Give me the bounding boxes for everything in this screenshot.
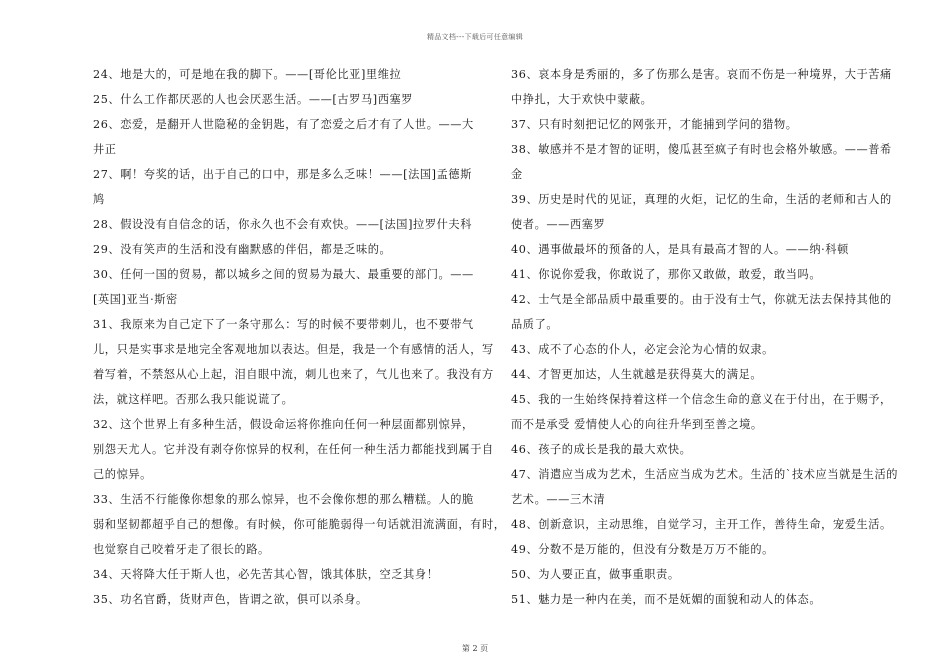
text-line: 35、功名官爵，货财声色，皆谓之欲，俱可以杀身。	[93, 593, 368, 606]
page-number: 第 2 页	[461, 644, 489, 653]
text-line: 34、天将降大任于斯人也，必先苦其心智，饿其体肤，空乏其身！	[93, 568, 439, 581]
quote-paragraph	[511, 437, 873, 462]
quote-paragraph	[511, 587, 873, 612]
quote-paragraph	[93, 112, 474, 162]
text-line: 金	[511, 168, 523, 181]
text-line: 别怨天尤人。它并没有剥夺你惊异的权利，在任何一种生活力都能找到属于自	[93, 443, 494, 456]
quote-paragraph	[93, 312, 494, 412]
text-line: 50、为人要正直，做事重职责。	[511, 568, 680, 581]
text-line: 44、才智更加达，人生就越是获得莫大的满足。	[511, 368, 763, 381]
quote-paragraph	[511, 537, 873, 562]
text-line: 28、假设没有自信念的话，你永久也不会有欢快。——[法国]拉罗什夫科	[93, 218, 472, 231]
text-line: 26、恋爱，是翻开人世隐秘的金钥匙，有了恋爱之后才有了人世。——大	[93, 118, 474, 131]
quote-paragraph	[93, 212, 472, 237]
quote-paragraph	[93, 87, 455, 112]
text-line: 30、任何一国的贸易，都以城乡之间的贸易为最大、最重要的部门。——	[93, 268, 474, 281]
text-line: 29、没有笑声的生活和没有幽默感的伴侣，都是乏味的。	[93, 243, 392, 256]
text-line: 使者。——西塞罗	[511, 218, 606, 231]
text-line: 48、创新意识，主动思维，自觉学习，主开工作，善待生命，宠爱生活。	[511, 518, 892, 531]
text-line: 法，就这样吧。否那么我只能说谎了。	[93, 393, 294, 406]
quote-paragraph	[511, 262, 873, 287]
text-line: 弱和坚韧都超乎自己的想像。有时候，你可能脆弱得一句话就泪流满面，有时，	[93, 518, 506, 531]
text-line: 己的惊异。	[93, 468, 152, 481]
quote-paragraph	[93, 412, 494, 487]
text-line: 而不是承受 爱情使人心的向往升华到至善之境。	[511, 418, 763, 431]
quote-paragraph	[93, 587, 455, 612]
text-line: 47、消遣应当成为艺术，生活应当成为艺术。生活的`技术应当就是生活的	[511, 468, 899, 481]
quote-paragraph	[511, 137, 892, 187]
quote-paragraph	[511, 287, 892, 337]
text-line: 45、我的一生始终保持着这样一个信念生命的意义在于付出，在于赐予，	[511, 393, 892, 406]
text-line: 31、我原来为自己定下了一条守那么：写的时候不要带刺儿，也不要带气	[93, 318, 474, 331]
quote-paragraph	[93, 237, 455, 262]
text-line: 32、这个世界上有多种生活，假设命运将你推向任何一种层面都别惊异，	[93, 418, 474, 431]
left-column	[93, 62, 506, 612]
text-line: 38、敏感并不是才智的证明，傻瓜甚至疯子有时也会格外敏感。——普希	[511, 143, 892, 156]
text-line: 鸠	[93, 193, 105, 206]
quote-paragraph	[93, 487, 506, 562]
quote-paragraph	[511, 387, 892, 437]
quote-paragraph	[511, 337, 873, 362]
quote-paragraph	[511, 462, 899, 512]
quote-paragraph	[511, 187, 892, 237]
text-line: 井正	[93, 143, 117, 156]
text-line: 27、啊！夸奖的话，出于自己的口中，那是多么乏味！——[法国]孟德斯	[93, 168, 472, 181]
text-line: 品质了。	[511, 318, 559, 331]
quote-paragraph	[511, 512, 892, 537]
quote-paragraph	[511, 362, 873, 387]
page-header: 精品文档---下载后可任意编辑	[426, 33, 524, 41]
quote-paragraph	[93, 62, 455, 87]
text-line: 24、地是大的，可是地在我的脚下。——[哥伦比亚]里维拉	[93, 68, 402, 81]
quote-paragraph	[511, 562, 873, 587]
right-column	[511, 62, 899, 612]
quote-paragraph	[93, 162, 472, 212]
text-line: 49、分数不是万能的，但没有分数是万万不能的。	[511, 543, 774, 556]
text-line: 43、成不了心态的仆人，必定会沦为心情的奴隶。	[511, 343, 774, 356]
text-line: 46、孩子的成长是我的最大欢快。	[511, 443, 692, 456]
text-line: [英国]亚当·斯密	[93, 293, 178, 306]
quote-paragraph	[511, 112, 873, 137]
text-line: 也觉察自己咬着牙走了很长的路。	[93, 543, 270, 556]
text-line: 39、历史是时代的见证，真理的火炬，记忆的生命，生活的老师和古人的	[511, 193, 892, 206]
text-line: 42、士气是全部品质中最重要的。由于没有士气，你就无法去保持其他的	[511, 293, 892, 306]
text-line: 25、什么工作都厌恶的人也会厌恶生活。——[古罗马]西塞罗	[93, 93, 414, 106]
text-line: 艺术。——三木清	[511, 493, 606, 506]
quote-paragraph	[93, 562, 455, 587]
text-line: 37、只有时刻把记忆的网张开，才能捕到学问的猎物。	[511, 118, 798, 131]
text-line: 着写着，不禁怒从心上起，泪自眼中流，刺儿也来了，气儿也来了。我没有方	[93, 368, 494, 381]
text-line: 51、魅力是一种内在美，而不是妩媚的面貌和动人的体态。	[511, 593, 822, 606]
quote-paragraph	[511, 62, 892, 112]
text-line: 中挣扎，大于欢快中蒙蔽。	[511, 93, 653, 106]
quote-paragraph	[93, 262, 474, 312]
text-line: 33、生活不行能像你想象的那么惊异，也不会像你想的那么糟糕。人的脆	[93, 493, 474, 506]
quote-paragraph	[511, 237, 873, 262]
text-line: 36、哀本身是秀丽的，多了伤那么是害。哀而不伤是一种境界，大于苦痛	[511, 68, 892, 81]
text-line: 儿，只是实事求是地完全客观地加以表达。但是，我是一个有感情的活人，写	[93, 343, 494, 356]
text-line: 41、你说你爱我，你敢说了，那你又敢做，敢爱，敢当吗。	[511, 268, 822, 281]
text-line: 40、遇事做最坏的预备的人，是具有最高才智的人。——纳·科顿	[511, 243, 849, 256]
